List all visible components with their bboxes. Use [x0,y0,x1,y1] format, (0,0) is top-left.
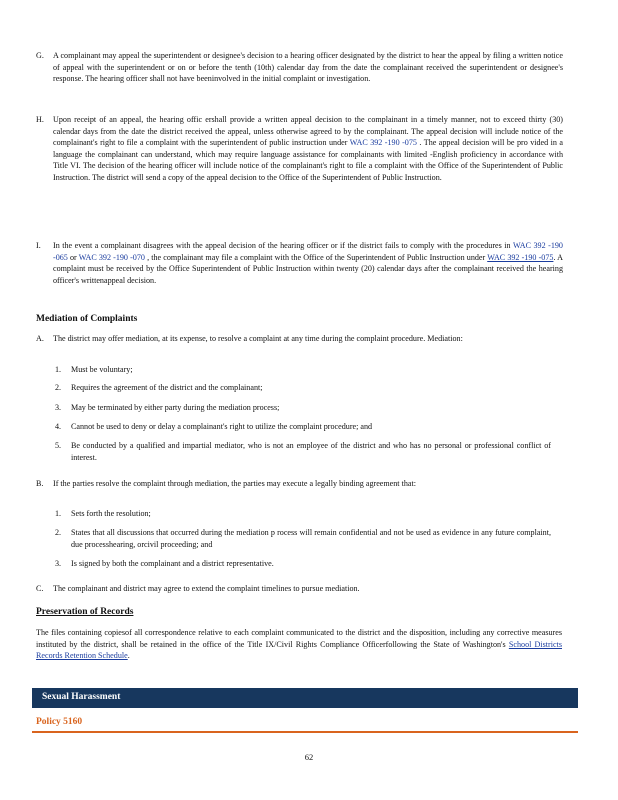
section-banner [32,688,578,708]
mediation-b-num-2: 2. [55,528,62,537]
mediation-b-num-3: 3. [55,559,62,568]
section-i-or: or [69,252,77,262]
mediation-a-num-3: 3. [55,403,62,412]
wac-link-070[interactable]: WAC 392 -190 -070 [78,252,145,262]
mediation-b-item-1: Sets forth the resolution; [71,509,151,518]
mediation-a-item-4: Cannot be used to deny or delay a complainant's right to utilize the complaint procedure; and [71,422,373,431]
preservation-text: The files containing copiesof all correspondence relative to each complaint communicated to the district and the disposition, including any corrective measures instituted by the district, shall be retained in the office of the Title IX/Civil Rights Compliance Officerfollowing the State of Washington's [36,628,562,649]
banner-title: Sexual Harassment [42,692,121,702]
mediation-letter-b: B. [36,479,44,488]
mediation-b-item-3: Is signed by both the complainant and a district representative. [71,559,274,568]
preservation-heading: Preservation of Records [36,607,134,617]
section-i-text-2: , the complainant may file a complaint with the Office of the Superintendent of Public Instruction under [147,252,486,262]
wac-link-065[interactable]: WAC 392 -190 -065 [53,241,563,262]
mediation-b-text: If the parties resolve the complaint through mediation, the parties may execute a legally binding agreement that: [53,479,416,488]
section-h-text-1: Upon receipt of an appeal, the hearing offic ershall provide a written appeal decision to the complainant in a timely manner, not to exceed thirty (30) calendar days from the date the district received the appeal, unless otherwise agreed to by the complainant. The appeal decision will include notice of the complainant's right to file a complaint with the superintendent of public instruction under [53,115,563,148]
mediation-a-num-1: 1. [55,365,62,374]
mediation-a-num-4: 4. [55,422,62,431]
wac-link-075-h[interactable]: WAC 392 -190 -075 [349,138,417,148]
mediation-a-num-5: 5. [55,441,62,450]
section-letter-i: I. [36,241,41,250]
page-number: 62 [304,752,314,762]
mediation-a-text: The district may offer mediation, at its expense, to resolve a complaint at any time during the complaint procedure. Mediation: [53,334,463,343]
policy-label: Policy 5160 [36,717,83,727]
section-i-text-1: In the event a complainant disagrees with the appeal decision of the hearing officer or if the district fails to comply with the procedures in [53,241,511,250]
mediation-a-item-1: Must be voluntary; [71,365,133,374]
mediation-letter-a: A. [36,334,44,343]
wac-link-075-i[interactable]: WAC 392 -190 -075 [487,252,554,262]
preservation-paragraph [36,627,562,662]
mediation-b-item-2: States that all discussions that occurred during the mediation p rocess will remain confidential and not be used as evidence in any future complaint, due processhearing, orcivil proceeding; and [71,528,551,549]
preservation-end: . [127,651,130,661]
section-h-paragraph [53,114,563,184]
retention-schedule-link[interactable]: School Districts Records Retention Schedule [36,639,562,661]
mediation-heading: Mediation of Complaints [36,314,138,324]
section-g-text: A complainant may appeal the superintendent or designee's decision to a hearing officer designated by the district to hear the appeal by filing a written notice of appeal with the superintendent or on or before the tenth (10th) calendar day from the date the complainant received the superintendent or designee's response. The hearing officer shall not have beeninvolved in the initial complaint or investigation. [53,51,563,84]
section-h-text-2: . The appeal decision will be pro vided in a language the complainant can understand, which may require language assistance for complainants with limited -English proficiency in accordance with Title VI. The decision of the hearing officer will include notice of the complainant's right to file a complaint with the Office of the Superintendent of Public Instruction. The district will send a copy of the appeal decision to the Office of the Superintendent of Public Instruction. [53,138,563,182]
mediation-a-item-3: May be terminated by either party during the mediation process; [71,403,280,412]
section-letter-h: H. [36,115,44,124]
section-letter-g: G. [36,51,44,60]
mediation-b-num-1: 1. [55,509,62,518]
section-i-text-3: . A complaint must be received by the Office Superintendent of Public Instruction within twenty (20) calendar days after the complainant received the hearing officer's writtenappeal decision. [53,252,563,285]
section-i-paragraph [53,240,563,286]
mediation-a-num-2: 2. [55,383,62,392]
mediation-a-item-5: Be conducted by a qualified and impartial mediator, who is not an employee of the district and who has no personal or professional conflict of interest. [71,441,551,462]
policy-divider [32,731,578,733]
mediation-a-item-2: Requires the agreement of the district and the complainant; [71,383,263,392]
mediation-c-text: The complainant and district may agree to extend the complaint timelines to pursue mediation. [53,584,360,593]
mediation-letter-c: C. [36,584,44,593]
